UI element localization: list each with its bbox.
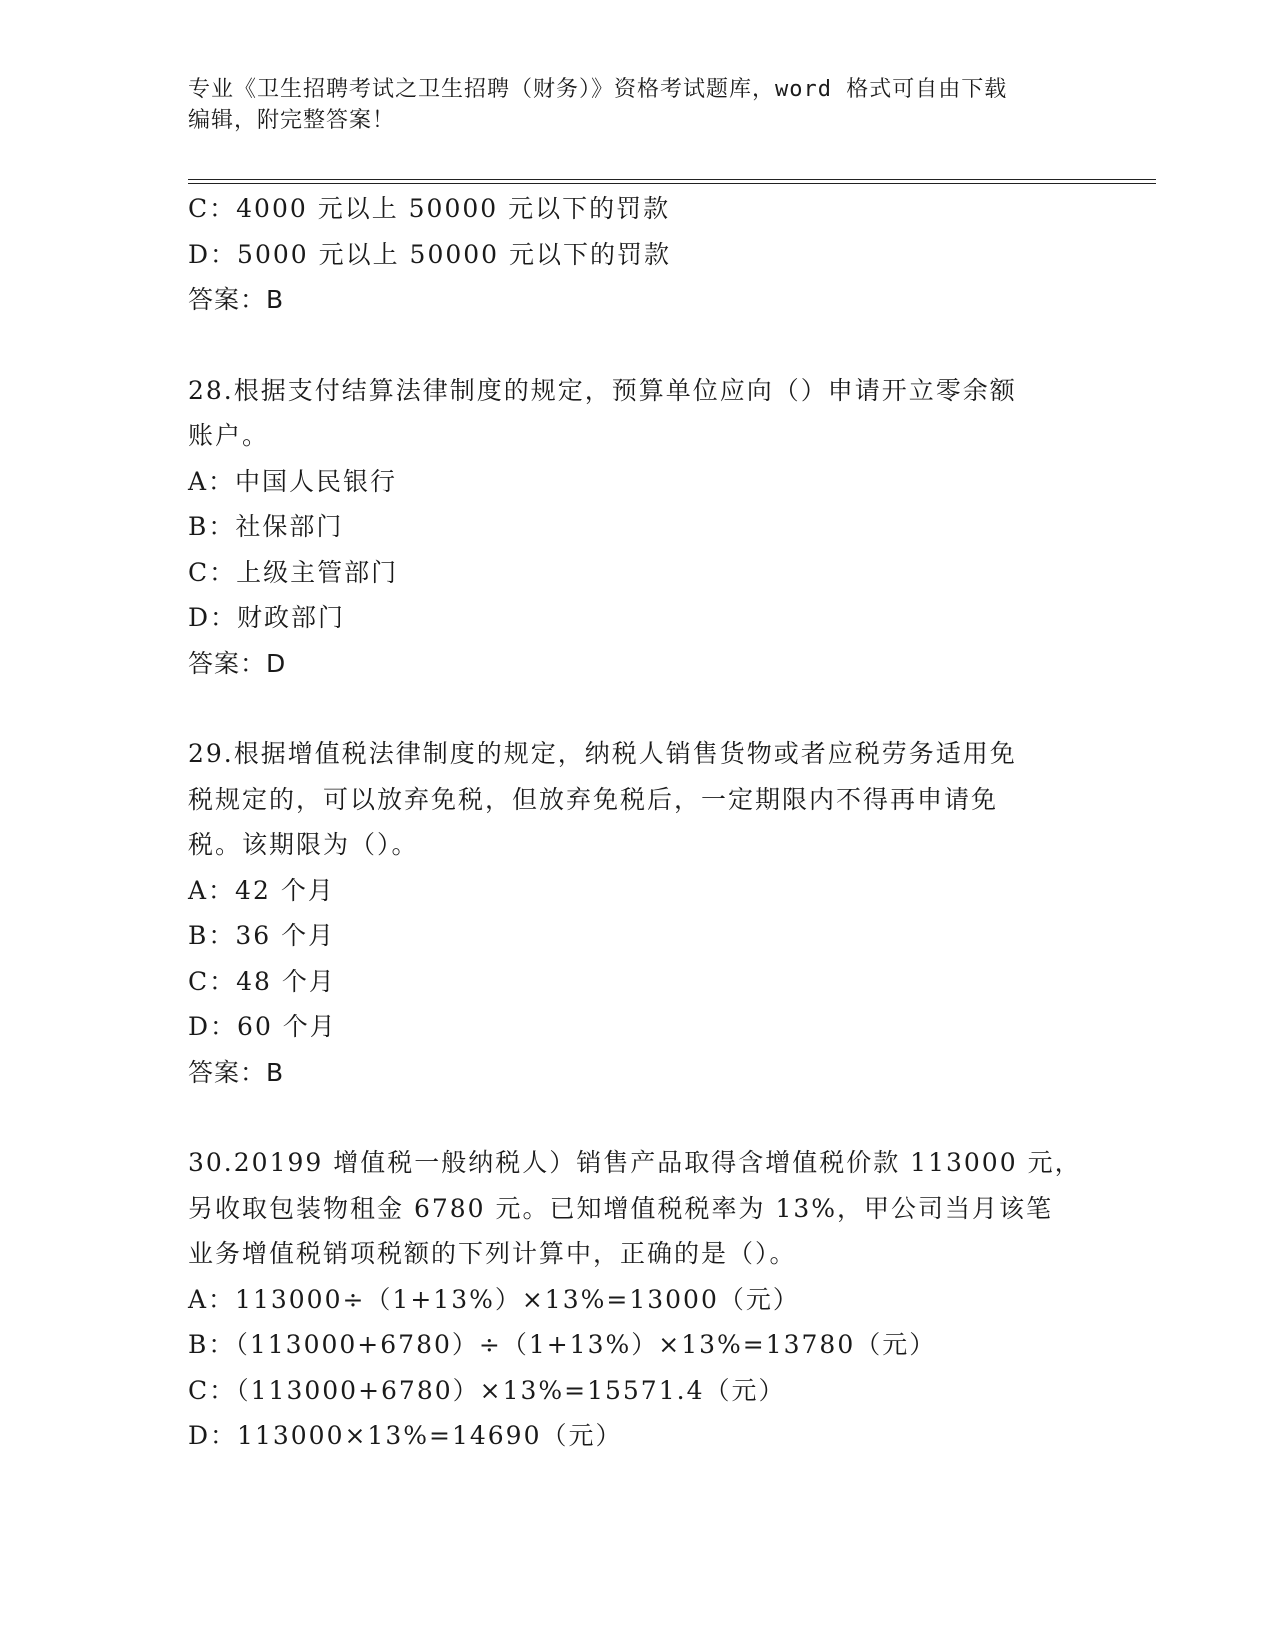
question-29 xyxy=(188,731,1088,1095)
question-28 xyxy=(188,368,1088,687)
question-30 xyxy=(188,1140,1088,1459)
answer-line: 答案：D xyxy=(188,648,287,678)
question-stem-line: 30.20199 增值税一般纳税人）销售产品取得含增值税价款 113000 元， xyxy=(188,1148,1082,1177)
option-c: C：上级主管部门 xyxy=(188,557,399,587)
header-line-2: 编辑，附完整答案！ xyxy=(188,108,396,133)
header-divider xyxy=(188,179,1156,184)
header-line-1: 专业《卫生招聘考试之卫生招聘（财务）》资格考试题库，word 格式可自由下载 xyxy=(188,77,1008,102)
option-b: B：社保部门 xyxy=(188,512,344,541)
option-b: B：（113000+6780）÷（1+13%）×13%=13780（元） xyxy=(188,1330,937,1359)
option-a: A：中国人民银行 xyxy=(188,466,398,496)
option-c: C：（113000+6780）×13%=15571.4（元） xyxy=(188,1375,786,1405)
previous-question-tail xyxy=(188,186,1088,323)
answer-line: 答案：B xyxy=(188,285,285,314)
question-stem-line: 税规定的，可以放弃免税，但放弃免税后，一定期限内不得再申请免 xyxy=(188,784,999,814)
option-c: C：48 个月 xyxy=(188,966,336,996)
option-d: D：60 个月 xyxy=(188,1012,337,1041)
option-d: D：113000×13%=14690（元） xyxy=(188,1421,623,1450)
question-stem-line: 账户。 xyxy=(188,421,270,450)
option-c: C：4000 元以上 50000 元以下的罚款 xyxy=(188,194,671,223)
option-a: A：42 个月 xyxy=(188,875,335,905)
question-stem-line: 税。该期限为（）。 xyxy=(188,830,419,859)
option-d: D：财政部门 xyxy=(188,603,346,632)
question-content xyxy=(188,186,1088,1459)
option-d: D：5000 元以上 50000 元以下的罚款 xyxy=(188,239,672,269)
option-b: B：36 个月 xyxy=(188,921,336,950)
option-a: A：113000÷（1+13%）×13%=13000（元） xyxy=(188,1284,800,1314)
answer-line: 答案：B xyxy=(188,1057,285,1087)
question-stem-line: 业务增值税销项税额的下列计算中，正确的是（）。 xyxy=(188,1239,797,1268)
document-header xyxy=(188,74,1088,136)
question-stem-line: 29.根据增值税法律制度的规定，纳税人销售货物或者应税劳务适用免 xyxy=(188,739,1017,768)
question-stem-line: 另收取包装物租金 6780 元。已知增值税税率为 13%，甲公司当月该笔 xyxy=(188,1193,1054,1223)
question-stem-line: 28.根据支付结算法律制度的规定，预算单位应向（）申请开立零余额 xyxy=(188,375,1017,405)
